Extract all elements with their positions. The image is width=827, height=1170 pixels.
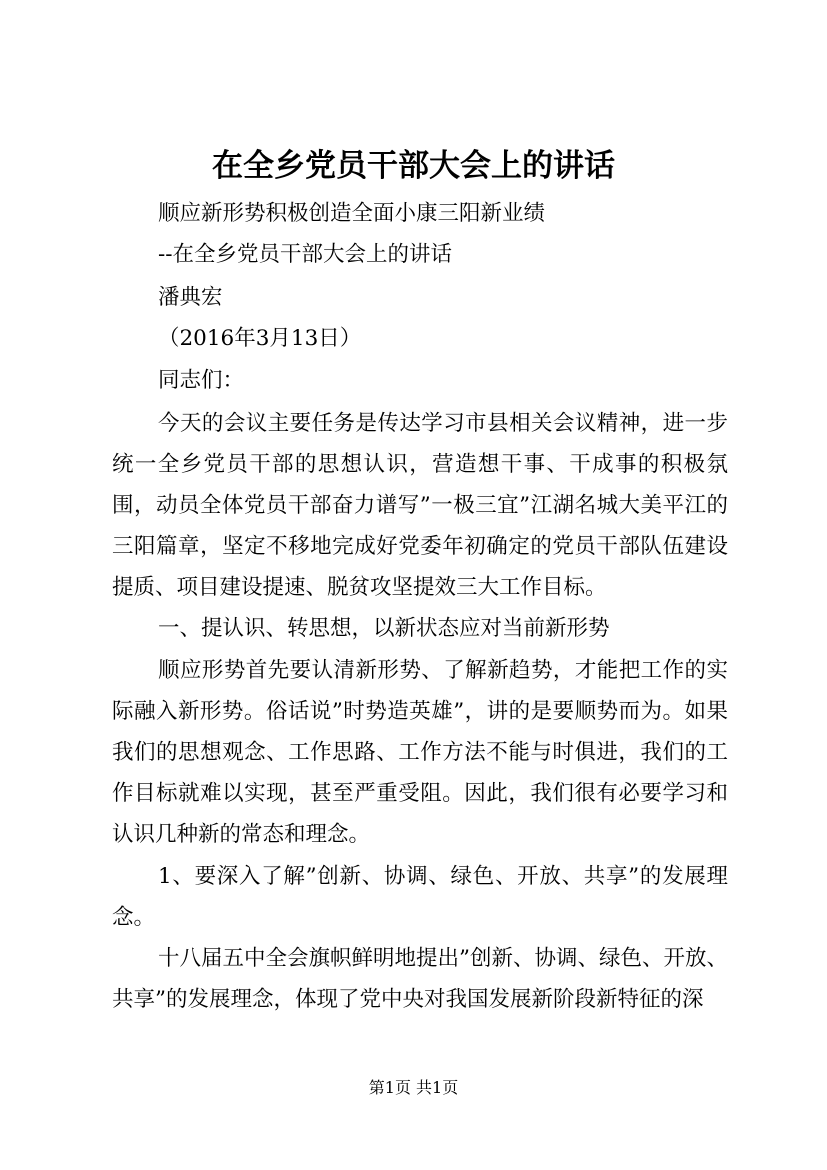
document-subtitle: 顺应新形势积极创造全面小康三阳新业绩 bbox=[158, 201, 546, 226]
section-heading-1: 一、提认识、转思想，以新状态应对当前新形势 bbox=[158, 616, 610, 641]
paragraph-2: 顺应形势首先要认清新形势、了解新趋势，才能把工作的实际融入新形势。俗话说”时势造英雄”，讲的是要顺势而为。如果我们的思想观念、工作思路、工作方法不能与时俱进，我们的工作目标就难以实现，甚至严重受阻。因此，我们很有必要学习和认识几种新的常态和理念。 bbox=[112, 658, 728, 847]
page-footer: 第1页 共1页 bbox=[368, 1078, 459, 1097]
paragraph-4: 十八届五中全会旗帜鲜明地提出”创新、协调、绿色、开放、共享”的发展理念，体现了党中央对我国发展新阶段新特征的深 bbox=[112, 946, 728, 1012]
paragraph-3: 1、要深入了解”创新、协调、绿色、开放、共享”的发展理念。 bbox=[112, 864, 728, 930]
document-salutation: 同志们： bbox=[158, 368, 245, 393]
document-author: 潘典宏 bbox=[158, 285, 223, 310]
document-title: 在全乡党员干部大会上的讲话 bbox=[212, 148, 615, 184]
document-subtitle-2: --在全乡党员干部大会上的讲话 bbox=[158, 242, 453, 267]
paragraph-1: 今天的会议主要任务是传达学习市县相关会议精神，进一步统一全乡党员干部的思想认识，营造想干事、干成事的积极氛围，动员全体党员干部奋力谱写”一极三宜”江湖名城大美平江的三阳篇章，坚定不移地完成好党委年初确定的党员干部队伍建设提质、项目建设提速、脱贫攻坚提效三大工作目标。 bbox=[112, 411, 728, 600]
document-date: （2016年3月13日） bbox=[158, 326, 362, 351]
